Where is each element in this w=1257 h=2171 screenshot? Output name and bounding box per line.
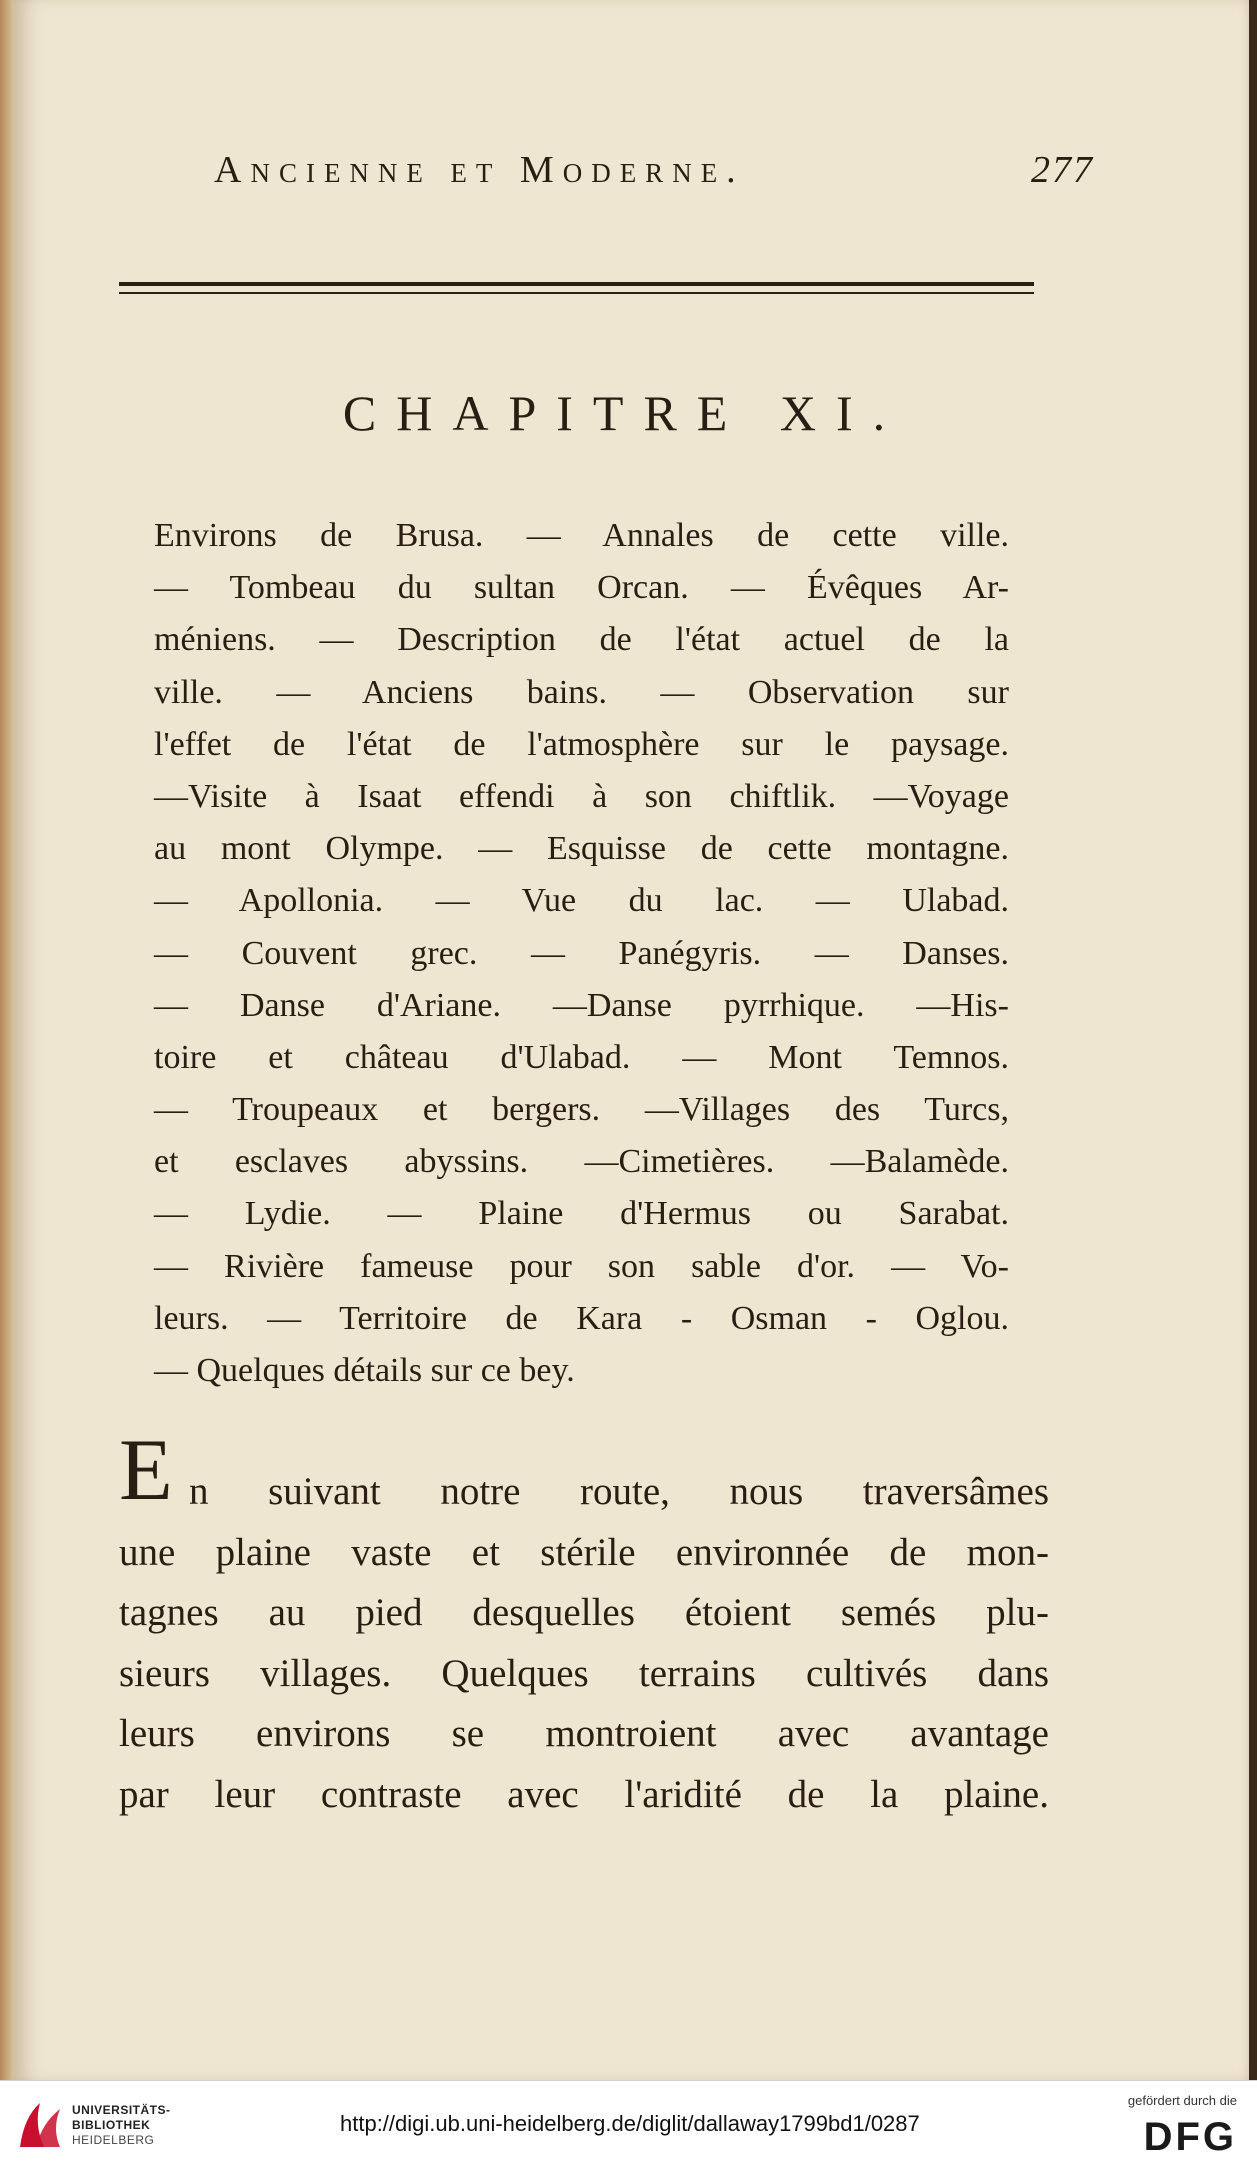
library-name-line: UNIVERSITÄTS-: [72, 2103, 171, 2117]
running-head: [214, 148, 1094, 208]
permalink-url[interactable]: http://digi.ub.uni-heidelberg.de/diglit/dallaway1799bd1/0287: [340, 2111, 920, 2136]
chapter-heading: CHAPITRE XI.: [342, 385, 906, 441]
summary-line: méniens. — Description de l'état actuel de la: [154, 621, 1009, 659]
book-page: [14, 0, 1249, 2080]
summary-line: — Apollonia. — Vue du lac. — Ulabad.: [154, 882, 1009, 920]
chapter-summary: [154, 510, 1009, 1397]
summary-line: toire et château d'Ulabad. — Mont Temnos.: [154, 1038, 1009, 1076]
book-edge: [0, 0, 14, 2080]
summary-line: ville. — Anciens bains. — Observation sur: [154, 673, 1009, 711]
library-name-line: BIBLIOTHEK: [72, 2118, 151, 2132]
page-number: 277: [1031, 149, 1094, 191]
summary-line: — Quelques détails sur ce bey.: [154, 1352, 575, 1389]
summary-line: — Tombeau du sultan Orcan. — Évêques Ar-: [154, 569, 1009, 607]
summary-line: au mont Olympe. — Esquisse de cette montagne.: [154, 830, 1009, 868]
body-line: sieurs villages. Quelques terrains cultivés dans: [119, 1651, 1049, 1695]
viewer-footer: [0, 2080, 1257, 2171]
dfg-logo: DFG: [1143, 2115, 1237, 2159]
body-first-line: n suivant notre route, nous traversâmes: [189, 1470, 1049, 1513]
summary-line: Environs de Brusa. — Annales de cette ville.: [154, 517, 1009, 554]
body-line: tagnes au pied desquelles étoient semés plu-: [119, 1591, 1049, 1634]
university-library-logo-icon: [14, 2097, 66, 2153]
summary-line: et esclaves abyssins. —Cimetières. —Balamède.: [154, 1143, 1009, 1181]
funded-by-label: gefördert durch die: [1127, 2093, 1237, 2108]
summary-line: — Danse d'Ariane. —Danse pyrrhique. —His-: [154, 986, 1009, 1024]
summary-line: — Lydie. — Plaine d'Hermus ou Sarabat.: [154, 1195, 1009, 1233]
summary-line: — Rivière fameuse pour son sable d'or. — Vo-: [154, 1247, 1009, 1285]
summary-line: — Troupeaux et bergers. —Villages des Turcs,: [154, 1091, 1009, 1129]
summary-line: l'effet de l'état de l'atmosphère sur le paysage.: [154, 725, 1009, 763]
running-title: Ancienne et Moderne.: [214, 149, 745, 191]
summary-line: —Visite à Isaat effendi à son chiftlik. —Voyage: [154, 777, 1009, 815]
drop-cap: E: [119, 1422, 173, 1519]
library-name: [72, 2103, 171, 2148]
body-line: leurs environs se montroient avec avantage: [119, 1712, 1049, 1755]
body-paragraph: [119, 1462, 1049, 1825]
header-rule-thin: [119, 292, 1034, 294]
summary-line: — Couvent grec. — Panégyris. — Danses.: [154, 934, 1009, 972]
body-line: par leur contraste avec l'aridité de la plaine.: [119, 1772, 1049, 1816]
header-rule-thick: [119, 282, 1034, 286]
library-name-line: HEIDELBERG: [72, 2133, 155, 2147]
body-line: une plaine vaste et stérile environnée de mon-: [119, 1530, 1049, 1574]
summary-line: leurs. — Territoire de Kara - Osman - Oglou.: [154, 1299, 1009, 1337]
